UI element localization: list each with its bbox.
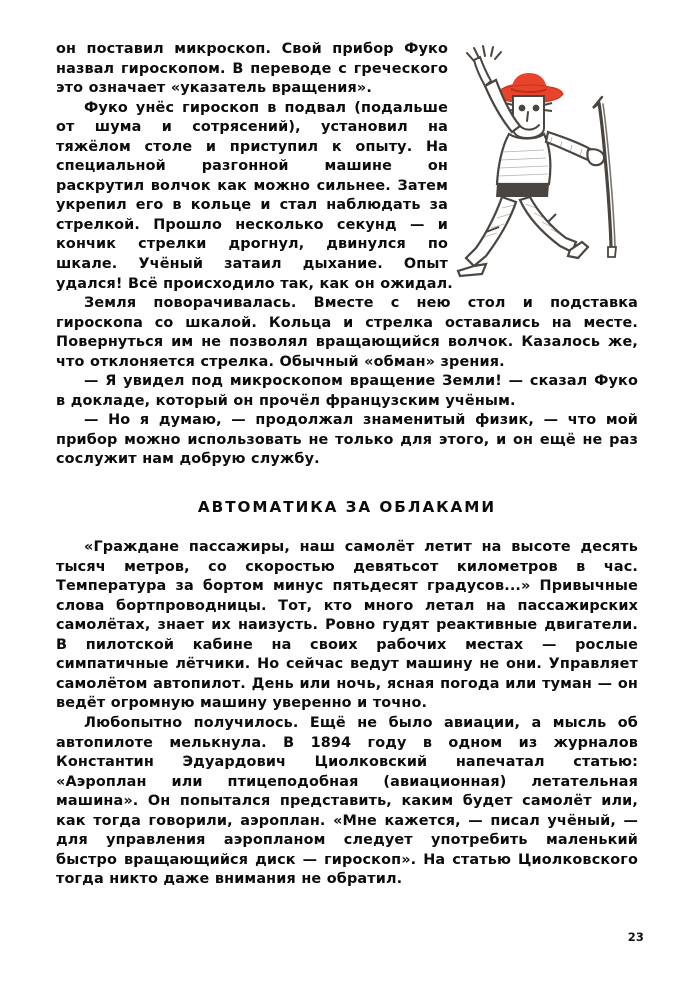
paragraph-quote-physicist: — Но я думаю, — продолжал знаменитый физик, — что мой прибор можно использовать не только для этого, и он ещё не раз сослужит нам добрую службу. (56, 412, 638, 468)
paragraph-earth-turning: Земля поворачивалась. Вместе с нею стол и подставка гироскопа со шкалой. Кольца и стрелка оставались на месте. Повернуться им не позволял вращающийся волчок. Казалось же, что отклоняется стрелка. Обычный «обман» зрения. (56, 295, 638, 370)
illustration-text-wrap-spacer (448, 40, 638, 264)
paragraph-quote-foucault: — Я увидел под микроскопом вращение Земли! — сказал Фуко в докладе, который он прочёл французским учёным. (56, 373, 638, 409)
text-column (56, 40, 638, 890)
paragraph-continuation: он поставил микроскоп. Свой прибор Фуко назвал гироскопом. В переводе с греческого это означает «указатель вращения». (56, 41, 448, 97)
section-heading-wrap (56, 470, 638, 538)
page-number: 23 (627, 930, 644, 944)
paragraph-cabin-announcement: «Граждане пассажиры, наш самолёт летит на высоте десять тысяч метров, со скоростью девятьсот километров в час. Температура за бортом минус пятьдесят градусов...» Привычные слова бортпроводницы. Тот, кто много летал на пассажирских самолётах, знает их наизусть. Ровно гудят реактивные двигатели. В пилотской кабине на своих рабочих местах — рослые симпатичные лётчики. Но сейчас ведут машину не они. Управляет самолётом автопилот. День или ночь, ясная погода или туман — он ведёт огромную машину уверенно и точно. (56, 539, 638, 712)
paragraph-basement-experiment: Фуко унёс гироскоп в подвал (подальше от шума и сотрясений), установил на тяжёлом столе и приступил к опыту. На специальной разгонной машине он раскрутил волчок как можно сильнее. Затем укрепил его в кольце и стал наблюдать за стрелкой. Прошло несколько секунд — и кончик стрелки дрогнул, двинулся по шкале. Учёный затаил дыхание. Опыт удался! Всё происходило так, как он ожидал. (56, 99, 453, 292)
section-heading: АВТОМАТИКА ЗА ОБЛАКАМИ (197, 498, 497, 517)
paragraph-tsiolkovsky: Любопытно получилось. Ещё не было авиации, а мысль об автопилоте мелькнула. В 1894 году в одном из журналов Константин Эдуардович Циолковский напечатал статью: «Аэроплан или птицеподобная (авиационная) летательная машина». Он попытался представить, каким будет самолёт или, как тогда говорили, аэроплан. «Мне кажется, — писал учёный, — для управления аэропланом следует употребить маленький быстро вращающийся диск — гироскоп». На статью Циолковского тогда никто даже внимания не обратил. (56, 714, 638, 888)
